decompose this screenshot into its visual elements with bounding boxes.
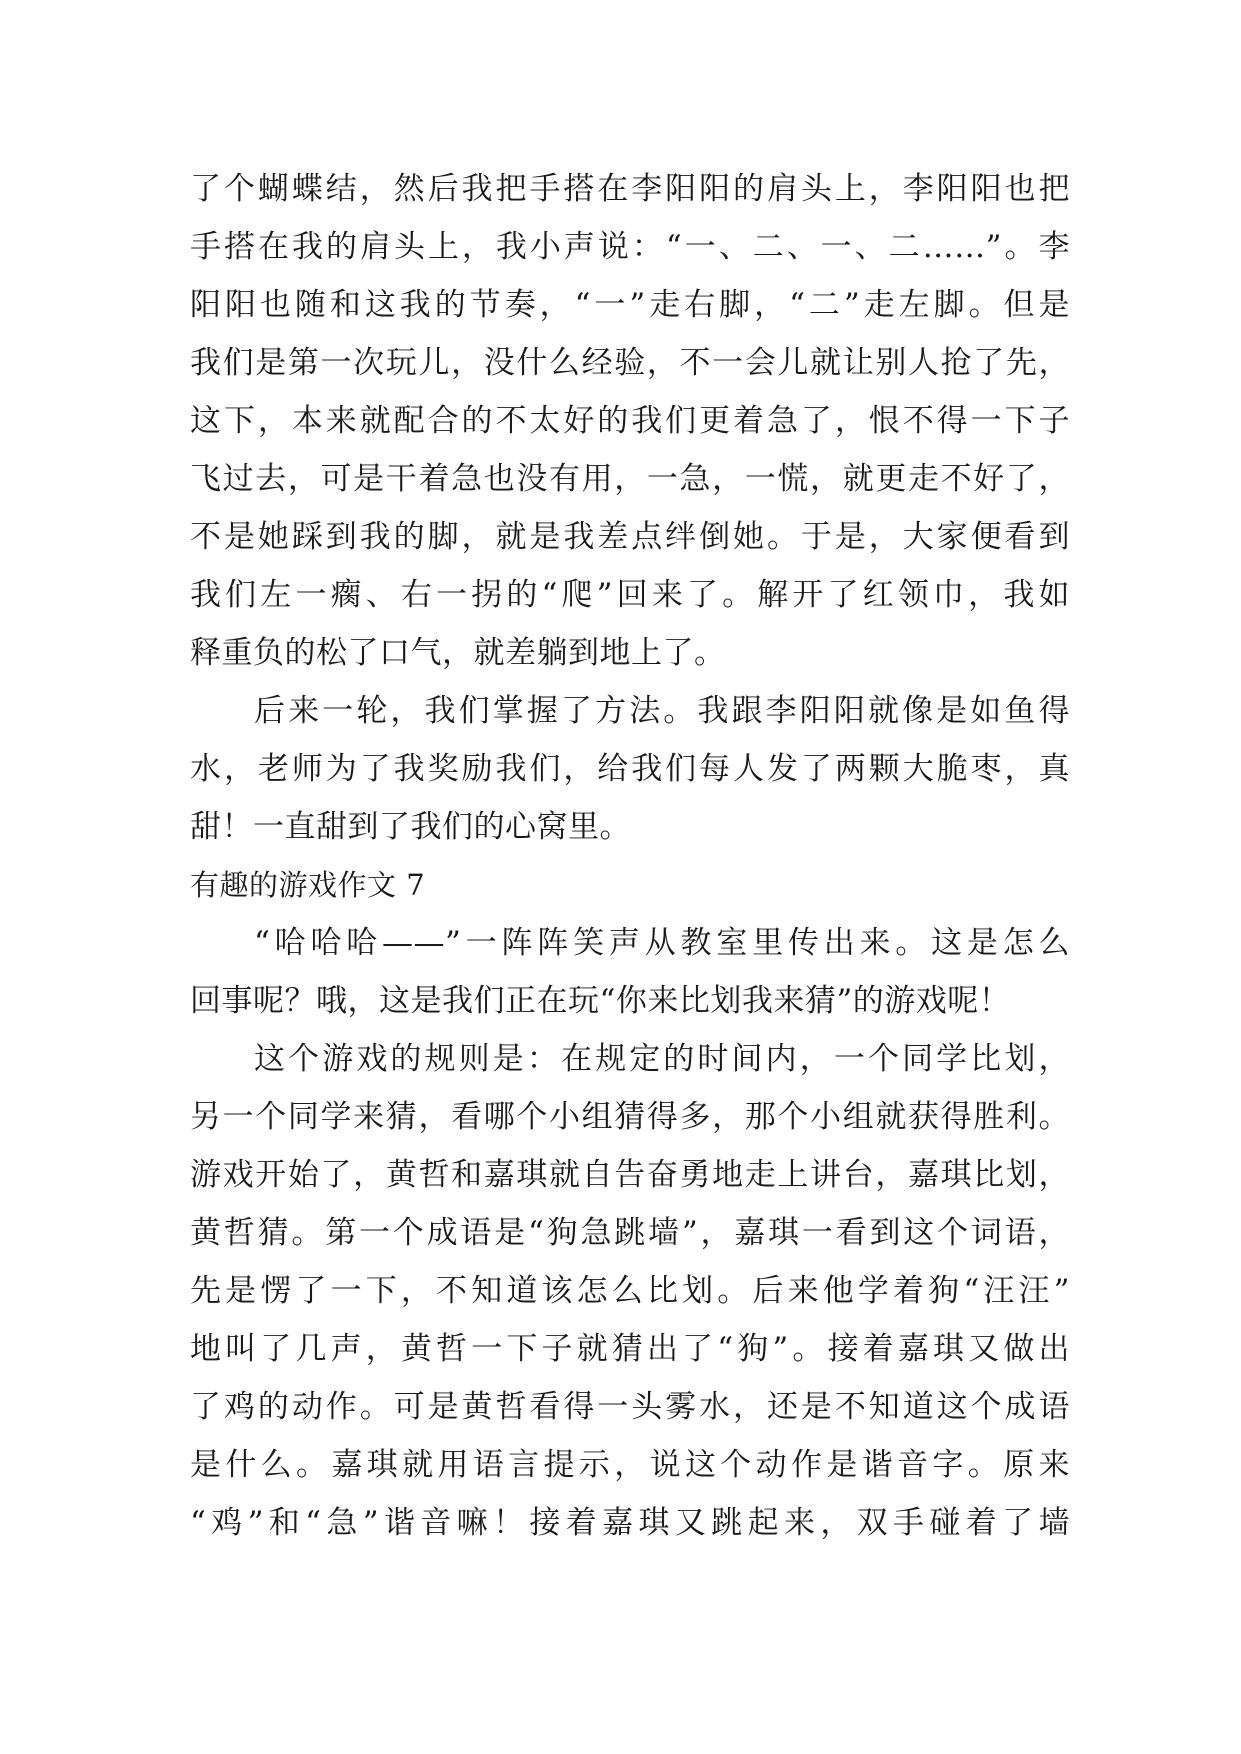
text-line: 黄哲猜。第一个成语是“狗急跳墙”，嘉琪一看到这个词语， [190,1215,1070,1251]
text-line: “哈哈哈——”一阵阵笑声从教室里传出来。这是怎么 [254,925,1070,961]
text-line: 先是愣了一下，不知道该怎么比划。后来他学着狗“汪汪” [190,1273,1070,1309]
text-line: 后来一轮，我们掌握了方法。我跟李阳阳就像是如鱼得 [254,693,1070,729]
text-line: 另一个同学来猜，看哪个小组猜得多，那个小组就获得胜利。 [190,1099,1070,1135]
text-line: 了鸡的动作。可是黄哲看得一头雾水，还是不知道这个成语 [190,1389,1070,1425]
text-line: 我们是第一次玩儿，没什么经验，不一会儿就让别人抢了先， [190,345,1070,381]
text-line: 我们左一瘸、右一拐的“爬”回来了。解开了红领巾，我如 [190,577,1070,613]
text-line: 阳阳也随和这我的节奏，“一”走右脚，“二”走左脚。但是 [190,287,1070,323]
text-line: 甜！一直甜到了我们的心窝里。 [190,809,631,845]
text-line: 游戏开始了，黄哲和嘉琪就自告奋勇地走上讲台，嘉琪比划， [190,1157,1070,1193]
text-line: 回事呢？哦，这是我们正在玩“你来比划我来猜”的游戏呢！ [190,983,1011,1019]
section-heading: 有趣的游戏作文 7 [190,868,426,902]
text-line: 了个蝴蝶结，然后我把手搭在李阳阳的肩头上，李阳阳也把 [190,171,1070,207]
text-line: 手搭在我的肩头上，我小声说：“一、二、一、二……”。李 [190,229,1070,265]
text-line: 水，老师为了我奖励我们，给我们每人发了两颗大脆枣，真 [190,751,1070,787]
text-line: 释重负的松了口气，就差躺到地上了。 [190,635,726,671]
text-line: 这下，本来就配合的不太好的我们更着急了，恨不得一下子 [190,403,1070,439]
text-line: 这个游戏的规则是：在规定的时间内，一个同学比划， [254,1041,1070,1077]
text-line: 地叫了几声，黄哲一下子就猜出了“狗”。接着嘉琪又做出 [190,1331,1070,1367]
text-line: 是什么。嘉琪就用语言提示，说这个动作是谐音字。原来 [190,1447,1070,1483]
text-line: 不是她踩到我的脚，就是我差点绊倒她。于是，大家便看到 [190,519,1070,555]
document-body [190,160,1070,1552]
text-line: “鸡”和“急”谐音嘛！接着嘉琪又跳起来，双手碰着了墙 [190,1505,1070,1541]
text-line: 飞过去，可是干着急也没有用，一急，一慌，就更走不好了， [190,461,1070,497]
